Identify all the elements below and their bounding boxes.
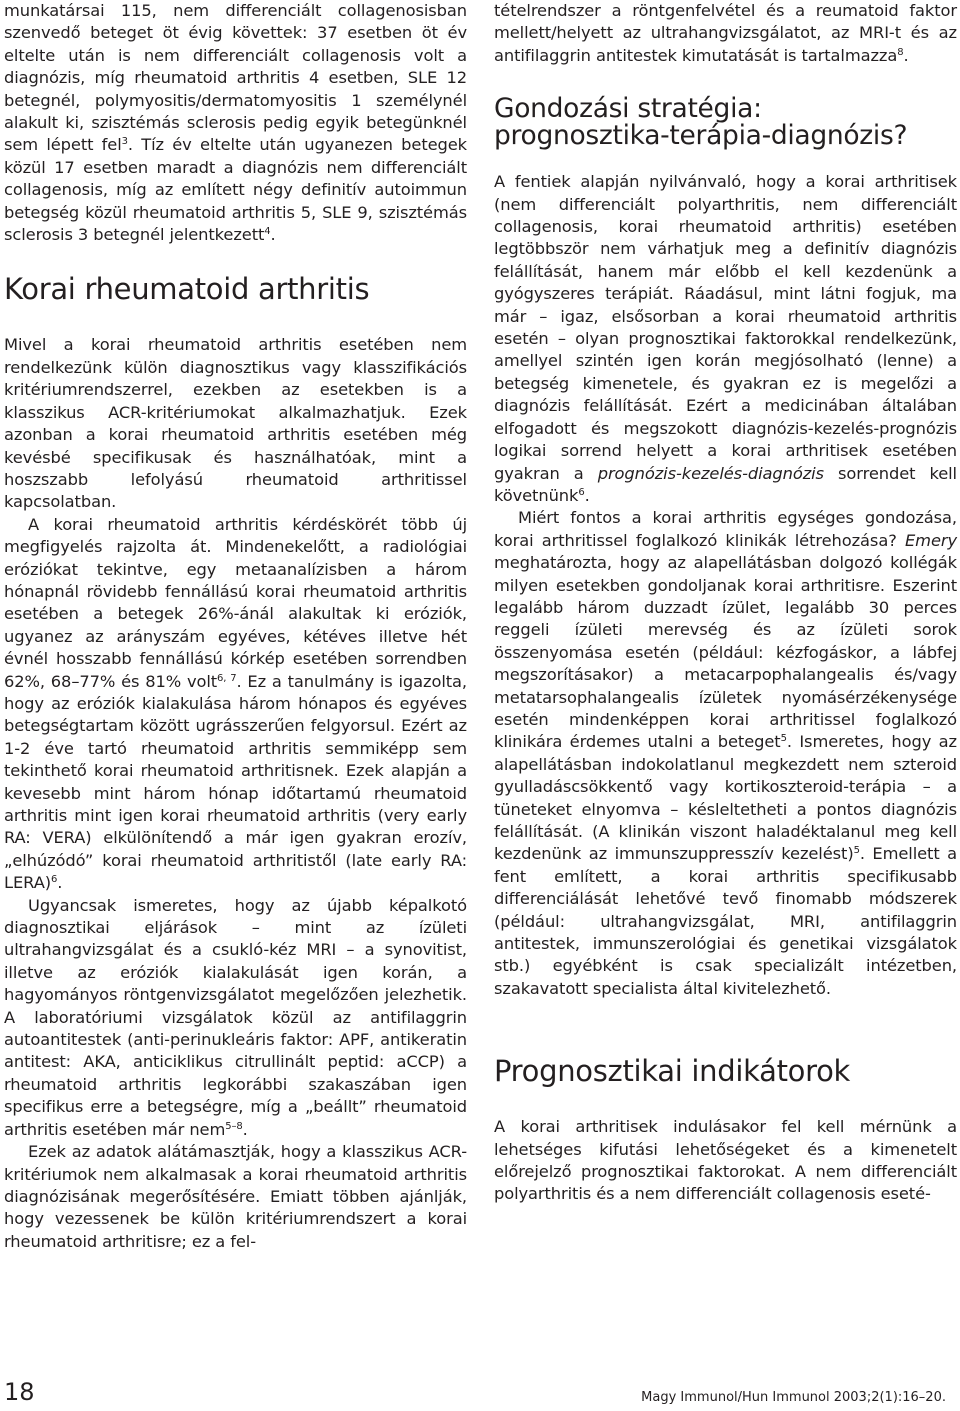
paragraph: tételrendszer a röntgenfelvétel és a reumatoid faktor mellett/helyett az ultrahangvizsgálatot, az MRI-t és az antifilaggrin antitestek kimutatását is tartalmazza$^8$. xyxy=(494,1,957,65)
page-number: 18 xyxy=(4,1378,35,1406)
left-column xyxy=(4,0,467,1253)
paragraph: A fentiek alapján nyilvánvaló, hogy a korai arthritisek (nem differenciált polyarthritis, nem differenciált collagenosis, korai rheumatoid arthritis) esetében legtöbbször nem várhatjuk meg a definitív diagnózis felállítását, hanem már előbb el kell kezdenünk a gyógyszeres terápiát. Ráadásul, mint látni fogjuk, ma már – igaz, elsősorban a korai rheumatoid arthritis esetén – olyan prognosztikai faktorokkal rendelkezünk, amellyel szintén igen korán megjósolható (lenne) a betegség kimenetele, és gyakran ez is megelőzi a diagnózis felállítását. Ezért a medicinában általában elfogadott és megszokott diagnózis-kezelés-prognózis logikai sorrend helyett a korai arthritisek esetében gyakran a prognózis-kezelés-diagnózis sorrendet kell követnünk$^6$. xyxy=(494,172,957,505)
paragraph: A korai arthritisek indulásakor fel kell mérnünk a lehetséges kifutási lehetőségeket és a kimenetelt előrejelző prognosztikai faktorokat. A nem differenciált polyarthritis és a nem differenciált collagenosis eseté- xyxy=(494,1117,957,1204)
paragraph: Mivel a korai rheumatoid arthritis esetében nem rendelkezünk külön diagnosztikus vagy klasszifikációs kritériumrendszerrel, ezekben az esetekben is a klasszikus ACR-kritériumokat alkalmazhatjuk. Ezek azonban a korai rheumatoid arthritis esetében még kevésbé specifikusak és használhatóak, mint a hoszszabb lefolyású rheumatoid arthritissel kapcsolatban. xyxy=(4,335,467,512)
journal-citation: Magy Immunol/Hun Immunol 2003;2(1):16–20. xyxy=(641,1390,946,1405)
paragraph: Miért fontos a korai arthritis egységes gondozása, korai arthritissel foglalkozó klinikák létrehozása? Emery meghatározta, hogy az alapellátásban dolgozó kollégák milyen esetekben gondoljanak korai arthritisre. Eszerint legalább három duzzadt ízület, legalább 30 perces reggeli ízületi merevség és az ízületi sorok összenyomása esetén (például: kézfogáskor, a lábfej megszorításakor) a metacarpophalangealis és/vagy metatarsophalangealis ízületek nyomásérzékenysége esetén mindenképpen korai arthritissel foglalkozó klinikára érdemes utalni a beteget$^5$. Ismeretes, hogy az alapellátásban indokolatlanul megkezdett nem szteroid gyulladáscsökkentő vagy kortikoszteroid-terápia – a tüneteket elnyomva – késleltetheti a pontos diagnózis felállítását. (A klinikán viszont haladéktalanul meg kell kezdenünk az immunszuppresszív kezelést)$^5$. Emellett a fent említett, a korai arthritis specifikusabb differenciálását lehetővé tevő finomabb módszerek (például: ultrahangvizsgálat, MRI, antifilaggrin antitestek, immunszerológiai és genetikai vizsgálatok stb.) egyébként is csak specializált intézetben, szakavatott specialista által kivitelezhető. xyxy=(494,508,957,998)
section-heading-gondozasi-strategia: Gondozási stratégia: prognosztika-terápia-diagnózis? xyxy=(494,93,908,152)
right-column xyxy=(494,0,957,1206)
paragraph: Ugyancsak ismeretes, hogy az újabb képalkotó diagnosztikai eljárások – mint az ízületi ultrahangvizsgálat és a csukló-kéz MRI – a synovitist, illetve az eróziók kialakulását igen korán, a hagyományos röntgenvizsgálatot megelőzően jelezhetik. A laboratóriumi vizsgálatok közül az antifilaggrin autoantitestek (anti-perinukleáris faktor: APF, antikeratin antitest: AKA, anticiklikus citrullinált peptid: aCCP) a rheumatoid arthritis legkorábbi szakaszában igen specifikus erre a betegségre, míg a „beállt” rheumatoid arthritis esetében már nem$^{5-8}$. xyxy=(4,895,467,1139)
paragraph: munkatársai 115, nem differenciált collagenosisban szenvedő beteget öt évig követtek: 37 esetben öt év eltelte után is nem differenciált collagenosis volt a diagnózis, míg rheumatoid arthritis 4 esetben, SLE 12 betegnél, polymyositis/dermatomyositis 1 személynél alakult ki, szisztémás sclerosis pedig egyik betegünknél sem lépett fel$^3$. Tíz év eltelte után ugyanezen betegek közül 17 esetben maradt a diagnózis nem differenciált collagenosis, míg az említett négy definitív autoimmun betegség közül rheumatoid arthritis 5, SLE 9, szisztémás sclerosis 3 betegnél jelentkezett$^4$. xyxy=(4,1,468,245)
paragraph: A korai rheumatoid arthritis kérdéskörét több új megfigyelés rajzolta át. Mindenekelőtt, a radiológiai eróziókat tekintve, egy metaanalízisben a három hónapnál rövidebb fennállású korai rheumatoid arthritis esetében a betegek 26%-ánál alakultak ki eróziók, ugyanez az arányszám egyéves, kétéves illetve hét évnél hosszabb fennállású kórkép esetében sorrendben 62%, 68–77% és 81% volt$^{6, 7}$. Ez a tanulmány is igazolta, hogy az eróziók kialakulása három hónapos és egyéves betegségtartam között ugrásszerűen felgyorsul. Ezért az 1-2 éve tartó rheumatoid arthritis semmiképp sem tekinthető korai rheumatoid arthritisnek. Ezek alapján a kevesebb mint három hónap időtartamú rheumatoid arthritis mint igen korai rheumatoid arthritis (very early RA: VERA) elkülönítendő a már igen gyakran erozív, „elhúzódó” korai rheumatoid arthritistől (late early RA: LERA)$^6$. xyxy=(4,514,467,893)
section-heading-korai-ra: Korai rheumatoid arthritis xyxy=(4,272,370,307)
section-heading-prognosztikai-indikatorok: Prognosztikai indikátorok xyxy=(494,1054,851,1089)
paragraph: Ezek az adatok alátámasztják, hogy a klasszikus ACR-kritériumok nem alkalmasak a korai rheumatoid arthritis diagnózisának megerősítésére. Emiatt többen ajánlják, hogy vezessenek be külön kritériumrendszert a korai rheumatoid arthritisre; ez a fel- xyxy=(4,1142,467,1251)
